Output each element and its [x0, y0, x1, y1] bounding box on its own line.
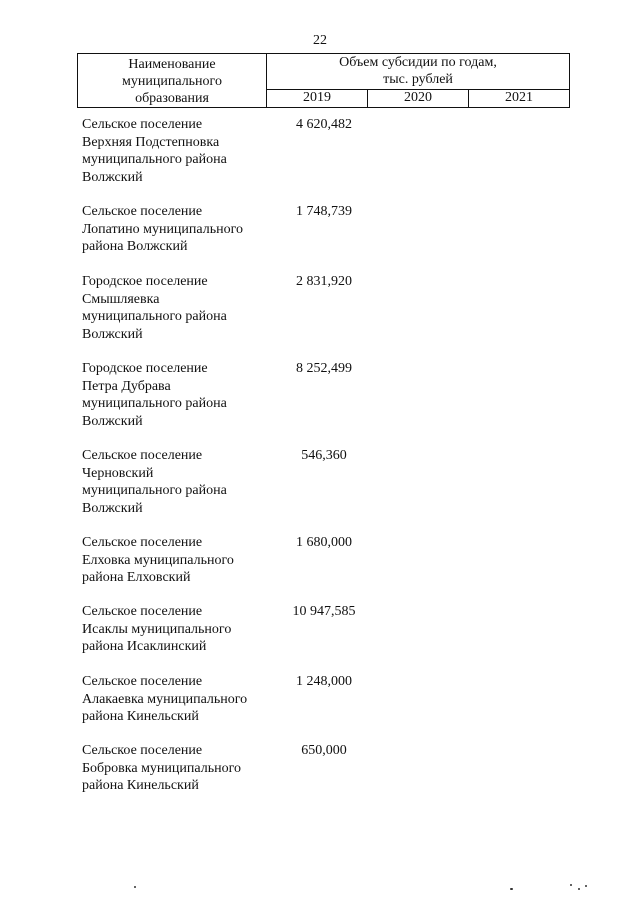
header-group-line: Объем субсидии по годам, — [339, 55, 497, 71]
municipality-name: Городское поселение Петра Дубрава муниципального района Волжский — [82, 361, 227, 429]
scan-speck — [578, 888, 580, 890]
table-header — [77, 53, 570, 108]
header-year-2021: 2021 — [469, 89, 570, 107]
scan-speck — [134, 886, 136, 888]
scan-speck — [585, 885, 587, 887]
subsidy-2019: 650,000 — [301, 743, 347, 758]
municipality-name: Сельское поселение Исаклы муниципального района Исаклинский — [82, 604, 232, 654]
header-name-line: муниципального — [122, 74, 222, 89]
subsidy-2019: 546,360 — [301, 448, 347, 463]
municipality-name: Сельское поселение Елховка муниципального района Елховский — [82, 535, 234, 585]
subsidy-2019: 4 620,482 — [296, 117, 352, 132]
header-name-line: образования — [135, 91, 209, 106]
subsidy-2019: 1 680,000 — [296, 535, 352, 550]
scan-speck — [570, 884, 572, 886]
subsidy-2019: 1 748,739 — [296, 204, 352, 219]
municipality-name: Сельское поселение Черновский муниципального района Волжский — [82, 448, 227, 516]
subsidy-2019: 2 831,920 — [296, 274, 352, 289]
subsidy-2019: 10 947,585 — [292, 604, 356, 619]
header-subsidy-group — [267, 54, 570, 90]
municipality-name: Сельское поселение Верхняя Подстепновка муниципального района Волжский — [82, 117, 227, 185]
header-year-2019: 2019 — [267, 89, 368, 107]
header-name-line: Наименование — [128, 57, 216, 72]
page-number: 22 — [313, 33, 327, 48]
municipality-name: Сельское поселение Алакаевка муниципального района Кинельский — [82, 674, 248, 724]
header-group-line: тыс. рублей — [383, 72, 453, 88]
subsidy-2019: 1 248,000 — [296, 674, 352, 689]
municipality-name: Сельское поселение Лопатино муниципального района Волжский — [82, 204, 244, 254]
subsidy-2019: 8 252,499 — [296, 361, 352, 376]
header-year-2020: 2020 — [368, 89, 469, 107]
header-name-column — [78, 54, 267, 108]
municipality-name: Городское поселение Смышляевка муниципального района Волжский — [82, 274, 227, 342]
municipality-name: Сельское поселение Бобровка муниципального района Кинельский — [82, 743, 241, 793]
scan-speck — [510, 888, 513, 890]
